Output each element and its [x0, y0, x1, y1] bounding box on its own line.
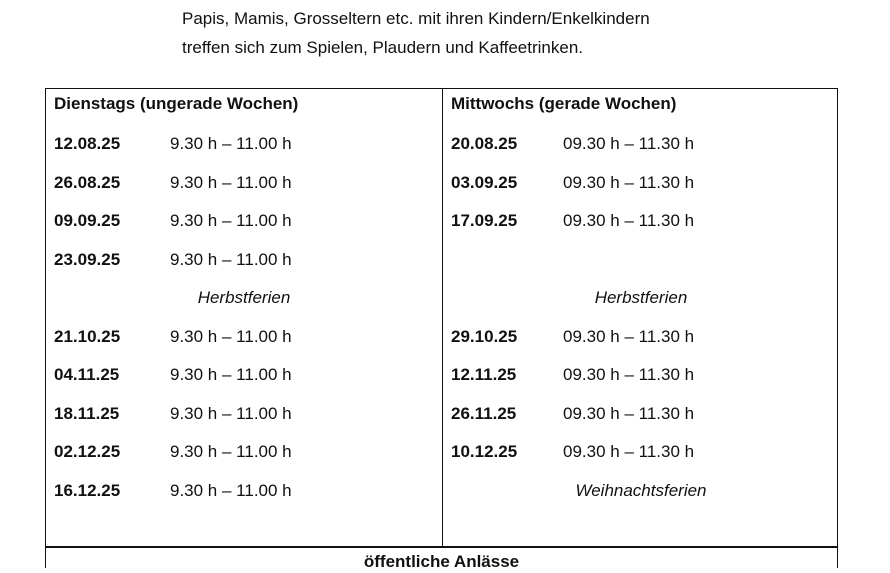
table-row [54, 325, 434, 364]
row-date: 12.11.25 [451, 365, 517, 384]
intro-line-2: treffen sich zum Spielen, Plaudern und Kaffeetrinken. [182, 38, 584, 57]
row-date: 21.10.25 [54, 326, 121, 346]
row-date: 26.11.25 [451, 403, 517, 423]
row-date: 09.09.25 [54, 211, 121, 230]
row-date: 04.11.25 [54, 365, 120, 384]
row-time: 9.30 h – 11.00 h [170, 211, 292, 230]
row-date: 12.08.25 [54, 134, 121, 153]
row-time: 9.30 h – 11.00 h [170, 365, 292, 384]
row-time: 09.30 h – 11.30 h [563, 442, 695, 461]
row-date: 16.12.25 [54, 480, 121, 500]
row-time: 9.30 h – 11.00 h [170, 326, 292, 346]
table-row [54, 132, 434, 171]
table-row [451, 132, 831, 171]
tuesday-heading: Dienstags (ungerade Wochen) [54, 94, 299, 113]
column-divider [442, 88, 443, 548]
row-date: 03.09.25 [451, 172, 518, 192]
table-row [54, 440, 434, 479]
table-row [54, 209, 434, 248]
table-row [54, 248, 434, 287]
intro-text [182, 4, 650, 62]
table-row [451, 363, 831, 402]
table-row [54, 171, 434, 210]
row-time: 09.30 h – 11.30 h [563, 403, 695, 423]
table-row [54, 363, 434, 402]
table-bottom-rule [45, 546, 838, 547]
holiday-break: Weihnachtsferien [575, 480, 707, 500]
empty-row [451, 248, 831, 287]
row-time: 09.30 h – 11.30 h [563, 134, 695, 153]
row-time: 09.30 h – 11.30 h [563, 326, 695, 346]
row-time: 9.30 h – 11.00 h [170, 249, 292, 269]
row-date: 26.08.25 [54, 172, 121, 192]
table-row [54, 479, 434, 518]
row-time: 9.30 h – 11.00 h [170, 480, 292, 500]
wednesday-column [451, 92, 831, 517]
table-row [54, 402, 434, 441]
wednesday-heading: Mittwochs (gerade Wochen) [451, 94, 677, 113]
row-time: 9.30 h – 11.00 h [170, 172, 292, 192]
row-time: 09.30 h – 11.30 h [563, 211, 695, 230]
row-date: 20.08.25 [451, 134, 518, 153]
row-date: 17.09.25 [451, 211, 518, 230]
row-time: 09.30 h – 11.30 h [563, 172, 695, 192]
row-date: 23.09.25 [54, 249, 121, 269]
table-row [451, 402, 831, 441]
table-row [451, 209, 831, 248]
row-date: 02.12.25 [54, 442, 121, 461]
intro-line-1: Papis, Mamis, Grosseltern etc. mit ihren Kindern/Enkelkindern [182, 9, 650, 28]
row-time: 09.30 h – 11.30 h [563, 365, 695, 384]
table-row [451, 171, 831, 210]
row-date: 18.11.25 [54, 403, 120, 423]
row-time: 9.30 h – 11.00 h [170, 442, 292, 461]
row-time: 9.30 h – 11.00 h [170, 403, 292, 423]
row-date: 29.10.25 [451, 326, 518, 346]
holiday-break: Herbstferien [594, 288, 688, 307]
row-time: 9.30 h – 11.00 h [170, 134, 292, 153]
footer-heading: öffentliche Anlässe [363, 552, 520, 571]
table-row [451, 440, 831, 479]
tuesday-column [54, 92, 434, 517]
row-date: 10.12.25 [451, 442, 518, 461]
holiday-break: Herbstferien [197, 288, 291, 307]
table-row [451, 325, 831, 364]
